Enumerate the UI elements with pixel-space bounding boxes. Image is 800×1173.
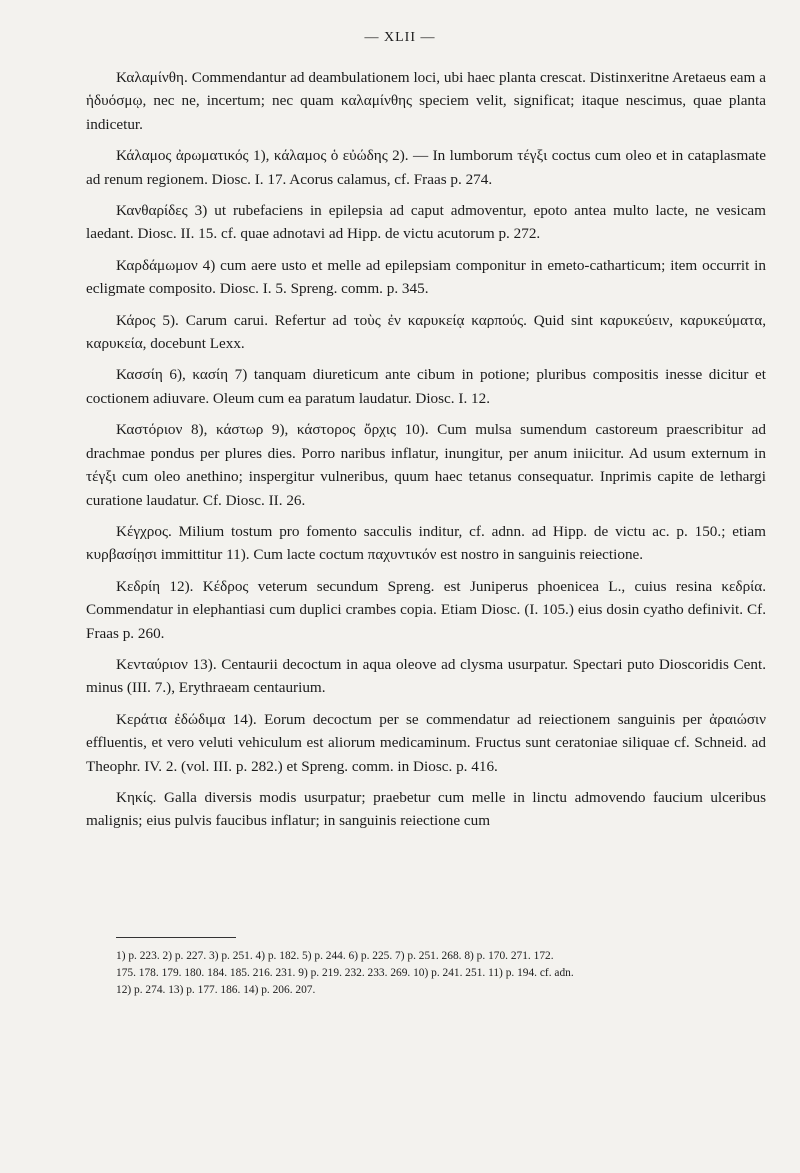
entry-kenchros: Κέγχρος. Milium tostum pro fomento sacculis inditur, cf. adnn. ad Hipp. de victu ac. p. 150.; etiam κυρβασίῃσι immittitur 11). Cum lacte coctum παχυντικόν est nostro in sanguinis reiectione. [86,522,766,564]
entry-kekis: Κηκίς. Galla diversis modis usurpatur; praebetur cum melle in linctu admovendo faucium ulceribus malignis; eius pulvis faucibus inflatur; in sanguinis reiectione cum [86,788,766,830]
entry-kalamos: Κάλαμος ἀρωματικός 1), κάλαμος ὁ εὐώδης 2). — In lumborum τέγξι coctus cum oleo et in cataplasmate ad renum regionem. Diosc. I. 17. Acorus calamus, cf. Fraas p. 274. [86,147,766,188]
page-number: — XLII — [364,30,436,45]
footnotes [116,948,766,999]
entry-kantharides: Κανθαρίδες 3) ut rubefaciens in epilepsia ad caput admoventur, epoto antea multo lacte, ne vesicam laedant. Diosc. II. 15. cf. quae adnotavi ad Hipp. de victu acutorum p. 272. [86,202,766,243]
entry-kedrie: Κεδρίη 12). Κέδρος veterum secundum Spreng. est Juniperus phoenicea L., cuius resina κεδρία. Commendatur in elephantiasi cum duplici crambes copia. Etiam Diosc. (I. 105.) eius dosin cyatho definivit. Cf. Fraas p. 260. [86,577,766,642]
footnote-line: 12) p. 274. 13) p. 177. 186. 14) p. 206. 207. [116,984,316,996]
entry-kardamomon: Καρδάμωμον 4) cum aere usto et melle ad epilepsiam componitur in emeto-catharticum; item occurrit in ecligmate composito. Diosc. I. 5. Spreng. comm. p. 345. [86,256,766,298]
main-text [86,66,766,841]
footnote-line: 1) p. 223. 2) p. 227. 3) p. 251. 4) p. 182. 5) p. 244. 6) p. 225. 7) p. 251. 268. 8) p. 170. 271. 172. [116,950,554,962]
entry-kalaminthe: Καλαμίνθη. Commendantur ad deambulationem loci, ubi haec planta crescat. Distinxeritne Aretaeus eam a ἡδυόσμῳ, nec ne, incertum; nec quam καλαμίνθης speciem velit, significat; itaque nescimus, quae planta indicetur. [86,69,766,133]
entry-keratia: Κεράτια ἐδώδιμα 14). Eorum decoctum per se commendatur ad reiectionem sanguinis per ἀραιώσιν effluentis, et vero veluti vehiculum est aliorum medicaminum. Fructus sunt ceratoniae siliquae cf. Schneid. ad Theophr. IV. 2. (vol. III. p. 282.) et Spreng. comm. in Diosc. p. 416. [86,710,766,775]
footnote-divider [116,937,236,938]
entry-kentaurion: Κενταύριον 13). Centaurii decoctum in aqua oleove ad clysma usurpatur. Spectari puto Dioscoridis Cent. minus (III. 7.), Erythraeam centaurium. [86,655,766,697]
entry-kastorion: Καστόριον 8), κάστωρ 9), κάστορος ὄρχις 10). Cum mulsa sumendum castoreum praescribitur ad drachmae pondus per plures dies. Porro naribus inflatur, inungitur, per anum iniicitur. Ad usum externum in τέγξι cum oleo anethino; inspergitur vulneribus, quum haec tetanus consequatur. Inprimis capite de lethargi curatione laudatur. Cf. Diosc. II. 26. [86,421,766,509]
entry-kassie: Κασσίη 6), κασίη 7) tanquam diureticum ante cibum in potione; pluribus compositis inesse dicitur et coctionem adiuvare. Oleum cum ea paratum laudatur. Diosc. I. 12. [86,366,766,407]
entry-karos: Κάρος 5). Carum carui. Refertur ad τοὺς ἐν καρυκείᾳ καρπούς. Quid sint καρυκεύειν, καρυκεύματα, καρυκεία, docebunt Lexx. [86,311,766,353]
footnote-line: 175. 178. 179. 180. 184. 185. 216. 231. 9) p. 219. 232. 233. 269. 10) p. 241. 251. 11) p. 194. cf. adn. [116,967,574,979]
